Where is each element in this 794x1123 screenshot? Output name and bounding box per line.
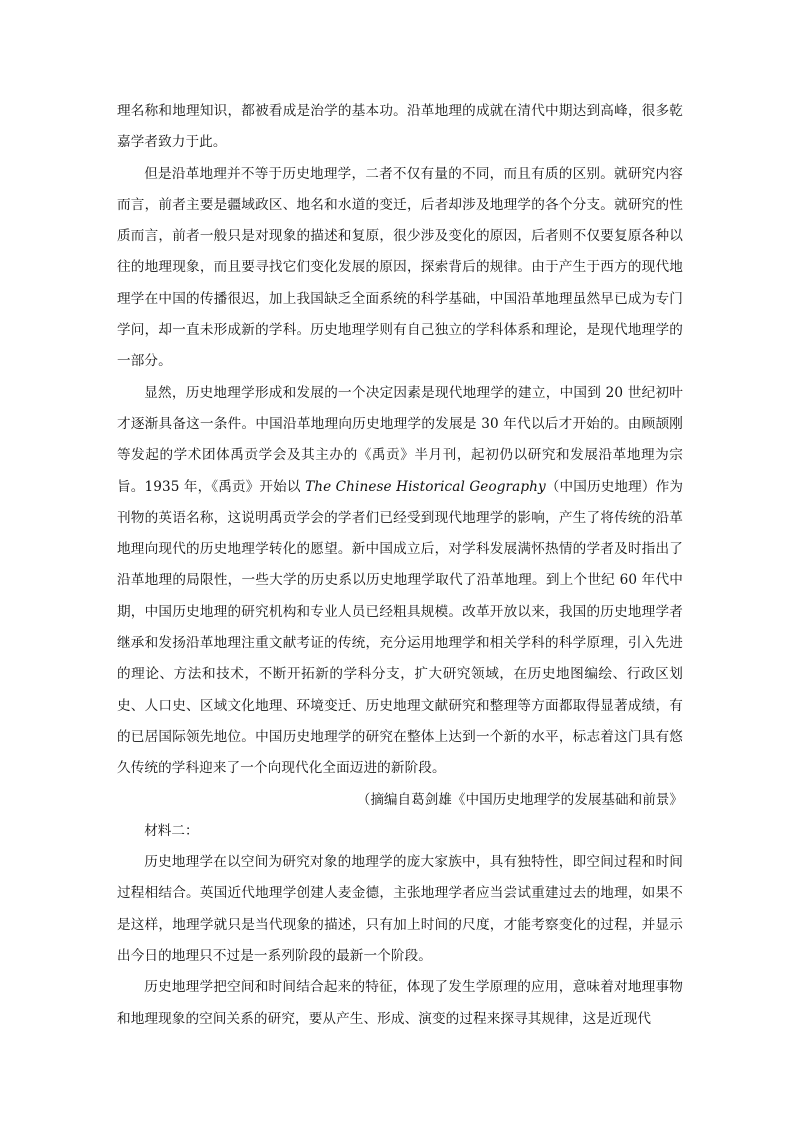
paragraph-development	[117, 378, 683, 785]
english-journal-title: The Chinese Historical Geography	[305, 478, 546, 495]
material-two-heading: 材料二：	[144, 822, 199, 839]
paragraph-uniqueness: 历史地理学在以空间为研究对象的地理学的庞大家族中，具有独特性，即空间过程和时间过程相结合。英国近代地理学创建人麦金德，主张地理学者应当尝试重建过去的地理，如果不是这样，地理学就只是当代现象的描述，只有加上时间的尺度，才能考察变化的过程，并显示出今日的地理只不过是一系列阶段的最新一个阶段。	[117, 854, 683, 965]
paragraph-continuation: 理名称和地理知识，都被看成是治学的基本功。沿革地理的成就在清代中期达到高峰，很多乾嘉学者致力于此。	[117, 103, 683, 151]
paragraph-distinction: 但是沿革地理并不等于历史地理学，二者不仅有量的不同，而且有质的区别。就研究内容而言，前者主要是疆域政区、地名和水道的变迁，后者却涉及地理学的各个分支。就研究的性质而言，前者一般只是对现象的描述和复原，很少涉及变化的原因，后者则不仅要复原各种以往的地理现象，而且要寻找它们变化发展的原因，探索背后的规律。由于产生于西方的现代地理学在中国的传播很迟，加上我国缺乏全面系统的科学基础，中国沿革地理虽然早已成为专门学问，却一直未形成新的学科。历史地理学则有自己独立的学科体系和理论，是现代地理学的一部分。	[117, 165, 683, 370]
document-page	[117, 96, 683, 1035]
paragraph-development-part2: （中国历史地理）作为刊物的英语名称，这说明禹贡学会的学者们已经受到现代地理学的影响，产生了将传统的沿革地理向现代的历史地理学转化的愿望。新中国成立后，对学科发展满怀热情的学者及时指出了沿革地理的局限性，一些大学的历史系以历史地理学取代了沿革地理。到上个世纪 60 年代中期，中国历史地理的研究机构和专业人员已经粗具规模。改革开放以来，我国的历史地理学者继承和发扬沿革地理注重文献考证的传统，充分运用地理学和相关学科的科学原理，引入先进的理论、方法和技术，不断开拓新的学科分支，扩大研究领域，在历史地图编绘、行政区划史、人口史、区域文化地理、环境变迁、历史地理文献研究和整理等方面都取得显著成绩，有的已居国际领先地位。中国历史地理学的研究在整体上达到一个新的水平，标志着这门具有悠久传统的学科迎来了一个向现代化全面迈进的新阶段。	[117, 478, 684, 777]
paragraph-spacetime: 历史地理学把空间和时间结合起来的特征，体现了发生学原理的应用，意味着对地理事物和地理现象的空间关系的研究，要从产生、形成、演变的过程来探寻其规律，这是近现代	[117, 979, 683, 1027]
paragraph-development-part1: 显然，历史地理学形成和发展的一个决定因素是现代地理学的建立，中国到 20 世纪初叶才逐渐具备这一条件。中国沿革地理向历史地理学的发展是 30 年代以后才开始的。由顾颉刚等发起的学术团体禹贡学会及其主办的《禹贡》半月刊，起初仍以研究和发展沿革地理为宗旨。1935 年，《禹贡》开始以	[117, 384, 683, 495]
source-citation: （摘编自葛剑雄《中国历史地理学的发展基础和前景》	[356, 791, 683, 808]
